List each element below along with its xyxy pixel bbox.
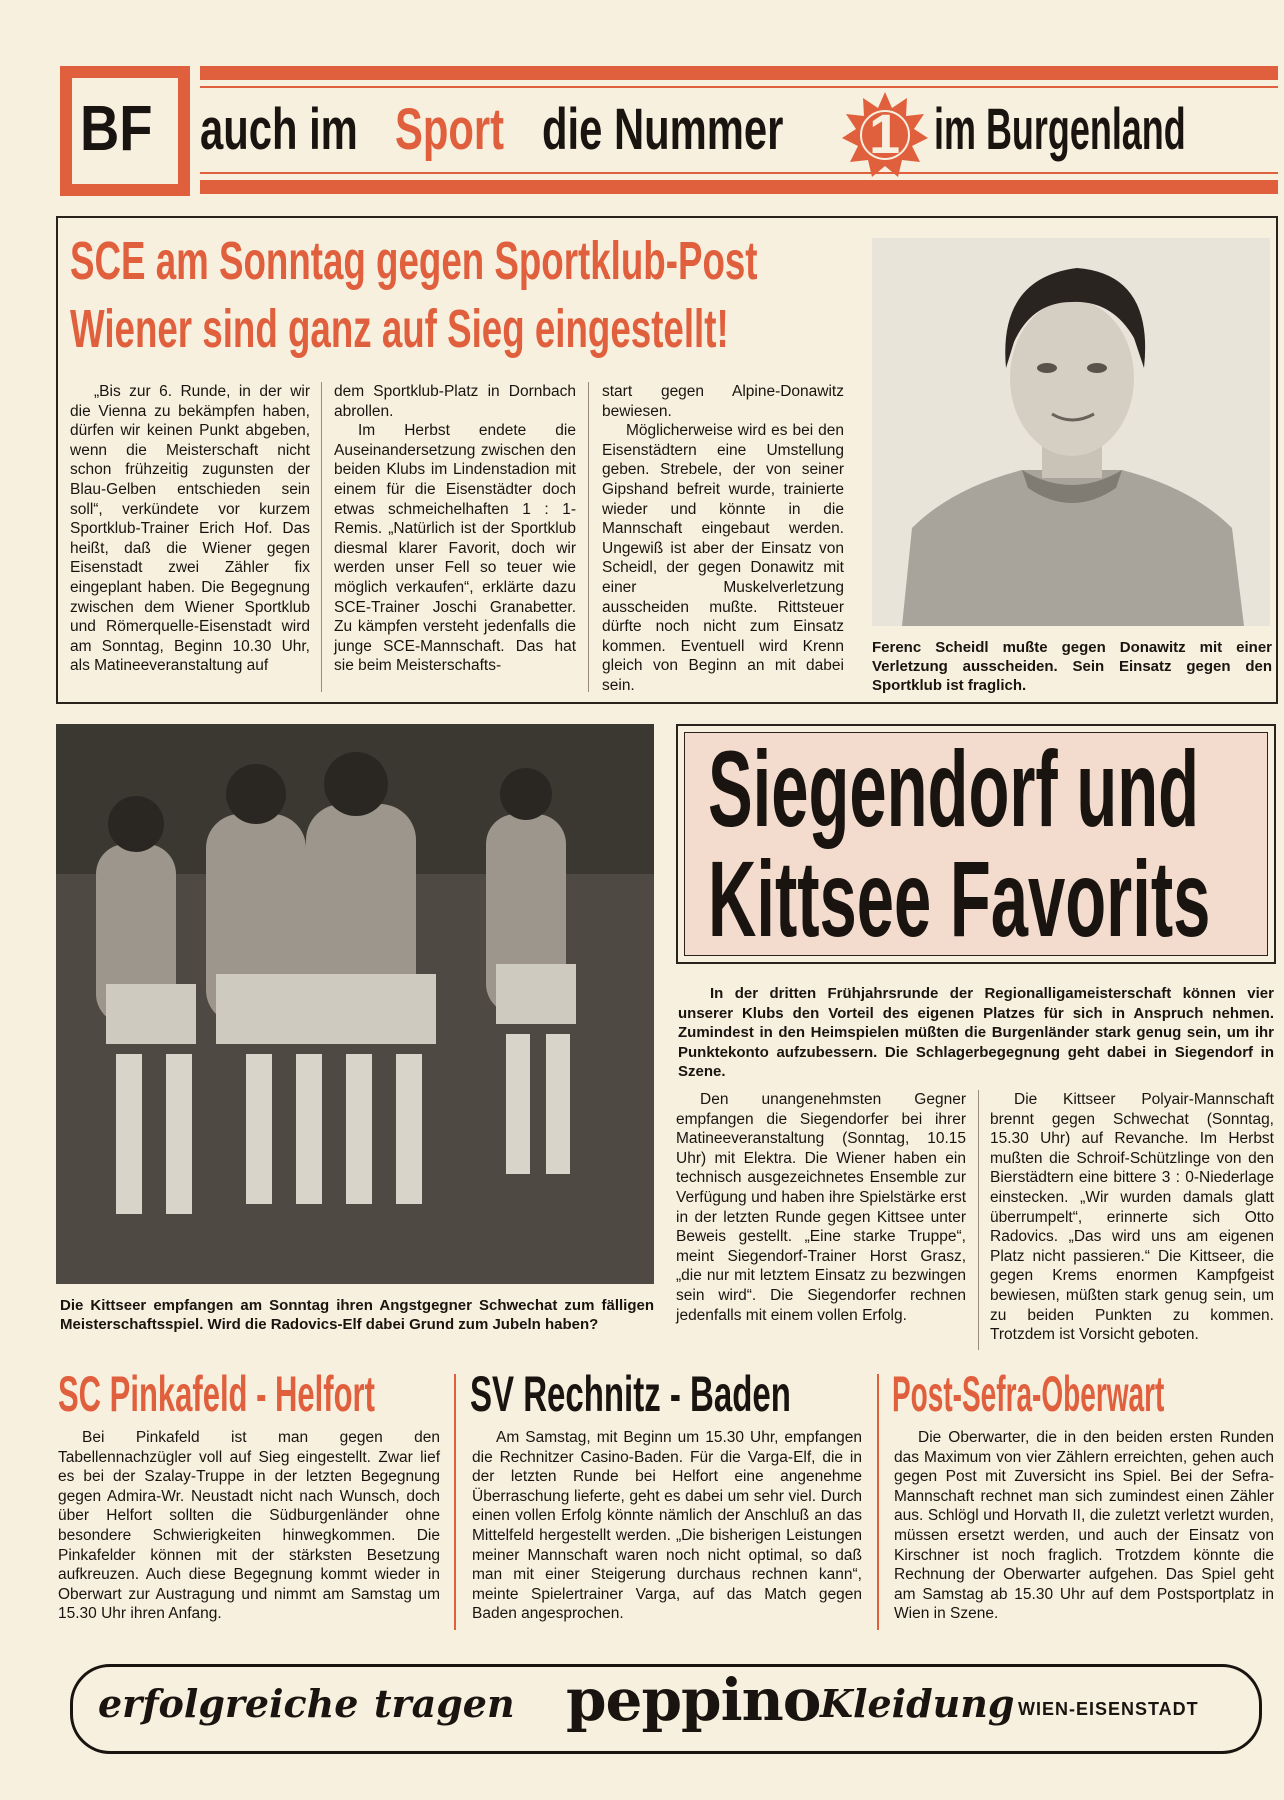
article-sce-headline-2: Wiener sind ganz auf Sieg eingestellt! [70,299,729,359]
siegendorf-column-1 [676,1090,966,1325]
oberwart-text [894,1428,1274,1624]
team-celebration-photo [56,724,654,1284]
article-sce-headline-1: SCE am Sonntag gegen Sportklub-Post [70,231,758,291]
badge-number: 1 [869,102,901,165]
slogan-sport: Sport [395,97,505,162]
team-photo-caption: Die Kittseer empfangen am Sonntag ihren Angstgegner Schwechat zum fälligen Meisterschaftsspiel. Wird die Radovics-Elf dabei Grund zum Jubeln haben? [60,1297,654,1333]
ad-word-2: tragen [374,1681,515,1726]
portrait-photo [872,238,1270,626]
rechnitz-headline: SV Rechnitz - Baden [470,1366,791,1422]
slogan-part-4: im Burgenland [934,97,1186,162]
siegendorf-headline-1: Siegendorf und [708,728,1200,849]
portrait-illustration [872,238,1270,626]
banner-rule-top [200,66,1278,80]
ad-word-3: Kleidung [820,1681,1015,1726]
paragraph: Bei Pinkafeld ist man gegen den Tabellennachzügler voll auf Sieg eingestellt. Zwar lief es bei der Szalay-Truppe in der letzten Begegnung gegen Admira-Wr. Neustadt nicht nach Wunsch, doch über Helfort sollten die Südburgenländer ohne besondere Schwierigkeiten hinwegkommen. Die Pinkafelder können mit der stärksten Besetzung aufkreuzen. Auch diese Begegnung kommt wieder in Oberwart zur Austragung und nimmt am Samstag um 15.30 Uhr ihren Anfang. [58,1429,440,1623]
oberwart-headline: Post-Sefra-Oberwart [892,1366,1165,1422]
lead-paragraph: In der dritten Frühjahrsrunde der Regionalligameisterschaft können vier unserer Klubs den Vorteil des eigenen Platzes für sich in Anspruch nehmen. Zumindest in den Heimspielen müßten die Burgenländer stark genug sein, um ihr Punktekonto aufzubessern. Die Schlagerbegegnung geht dabei in Siegendorf in Szene. [678,985,1274,1081]
paragraph: Die Kittseer Polyair-Mannschaft brennt gegen Schwechat (Sonntag, 15.30 Uhr) auf Revanche. Im Herbst mußten die Schroif-Schützlinge von den Bierstädtern eine bittere 3 : 0-Niederlage einstecken. „Wir wurden damals glatt überrumpelt“, erinnerte sich Otto Radovics. „Das wird uns am eigenen Platz nicht passieren.“ Die Kittseer, die gegen Krems enormen Kampfgeist bewiesen, müßten stark genug sein, um zu beiden Punkten zu kommen. Trotzdem ist Vorsicht geboten. [990,1091,1274,1344]
bottom-rule-2 [877,1374,879,1630]
siegendorf-headline-2: Kittsee Favorits [708,838,1211,959]
banner-rule-bottom [200,180,1278,194]
ad-city: WIEN-EISENSTADT [1018,1699,1199,1719]
paragraph: Im Herbst endete die Auseinandersetzung zwischen den beiden Klubs im Lindenstadion mit einem für die Eisenstädter doch etwas schmeichelhaften 1 : 1-Remis. „Natürlich ist der Sportklub diesmal klarer Favorit, doch wir werden unser Fell so teuer wie möglich verkaufen“, erklärte dazu SCE-Trainer Joschi Granabetter. Zu kämpfen versteht jedenfalls die junge SCE-Mannschaft. Das hat sie beim Meisterschafts- [334,422,576,675]
article-sce-column-3 [602,382,844,696]
ad-word-1: erfolgreiche [98,1681,359,1726]
paragraph: „Bis zur 6. Runde, in der wir die Vienna zu bekämpfen haben, dürfen wir keinen Punkt abgeben, wenn die Meisterschaft nicht schon frühzeitig zugunsten der Blau-Gelben entschieden sein soll“, verkündete vor kurzem Sportklub-Trainer Erich Hof. Das heißt, daß die Wiener gegen Eisenstadt zwei Zähler fix eingeplant haben. Die Begegnung zwischen dem Wiener Sportklub und Römerquelle-Eisenstadt wird am Sonntag, Beginn 10.30 Uhr, als Matineeveranstaltung auf [70,383,310,675]
team-illustration [56,724,654,1284]
paragraph: start gegen Alpine-Donawitz bewiesen. [602,383,844,420]
portrait-caption: Ferenc Scheidl mußte gegen Donawitz mit einer Verletzung ausscheiden. Sein Einsatz gegen den Sportklub ist fraglich. [872,639,1272,694]
pinkafeld-text [58,1428,440,1624]
ad-brand-logo: peppino [566,1666,821,1734]
paragraph: Am Samstag, mit Beginn um 15.30 Uhr, empfangen die Rechnitzer Casino-Baden. Für die Varga-Elf, die in der letzten Runde bei Helfort eine angenehme Überraschung lieferte, geht es dabei um sehr viel. Durch einen vollen Erfolg könnte nämlich der Anschluß an das Mittelfeld hergestellt werden. „Die bisherigen Leistungen meiner Mannschaft waren noch nicht optimal, so daß man mit einer Steigerung durchaus rechnen kann“, meinte Spielertrainer Varga, auf das Match gegen Baden angesprochen. [472,1429,862,1623]
slogan-part-1: auch im [200,97,358,162]
paragraph: Möglicherweise wird es bei den Eisenstädtern eine Umstellung geben. Strebele, der von seiner Gipshand befreit wurde, trainierte wieder und könnte in die Mannschaft eingebaut werden. Ungewiß ist aber der Einsatz von Scheidl, der gegen Donawitz mit einer Muskelverletzung ausscheiden mußte. Rittsteuer dürfte noch nicht zum Einsatz kommen. Eventuell wird Krenn gleich von Beginn an mit dabei sein. [602,422,844,694]
article-sce-column-1 [70,382,310,676]
pinkafeld-headline: SC Pinkafeld - Helfort [58,1366,375,1422]
paragraph: Die Oberwarter, die in den beiden ersten Runden das Maximum von vier Zählern erreichten, gehen auch gegen Post mit Zuversicht ins Spiel. Bei der Sefra-Mannschaft rechnet man sich zumindest einen Zähler aus. Schlögl und Horvath II, die zuletzt verletzt wurden, müssen ersetzt werden, und auch der Einsatz von Kirschner ist noch fraglich. Trotzdem könnte die Rechnung der Oberwarter aufgehen. Das Spiel geht am Samstag ab 15.30 Uhr auf dem Postsportplatz in Wien in Szene. [894,1429,1274,1623]
rechnitz-text [472,1428,862,1624]
paragraph: dem Sportklub-Platz in Dornbach abrollen. [334,383,576,420]
banner-logo: BF [80,92,153,164]
siegendorf-column-2 [990,1090,1274,1345]
slogan-part-3: die Nummer [542,97,784,162]
article-sce-column-2 [334,382,576,676]
paragraph: Den unangenehmsten Gegner empfangen die Siegendorfer bei ihrer Matineeveranstaltung (Sonntag, 10.15 Uhr) mit Elektra. Die Wiener haben ein technisch ausgezeichnetes Ensemble zur Verfügung und haben ihre Spielstärke erst in der letzten Runde gegen Kittsee unter Beweis gestellt. „Eine starke Truppe“, meint Siegendorf-Trainer Horst Grasz, „die nur mit letztem Einsatz zu bezwingen sein wird“. Die Siegendorfer rechnen jedenfalls mit einem vollen Erfolg. [676,1091,966,1324]
bottom-rule-1 [454,1374,456,1630]
